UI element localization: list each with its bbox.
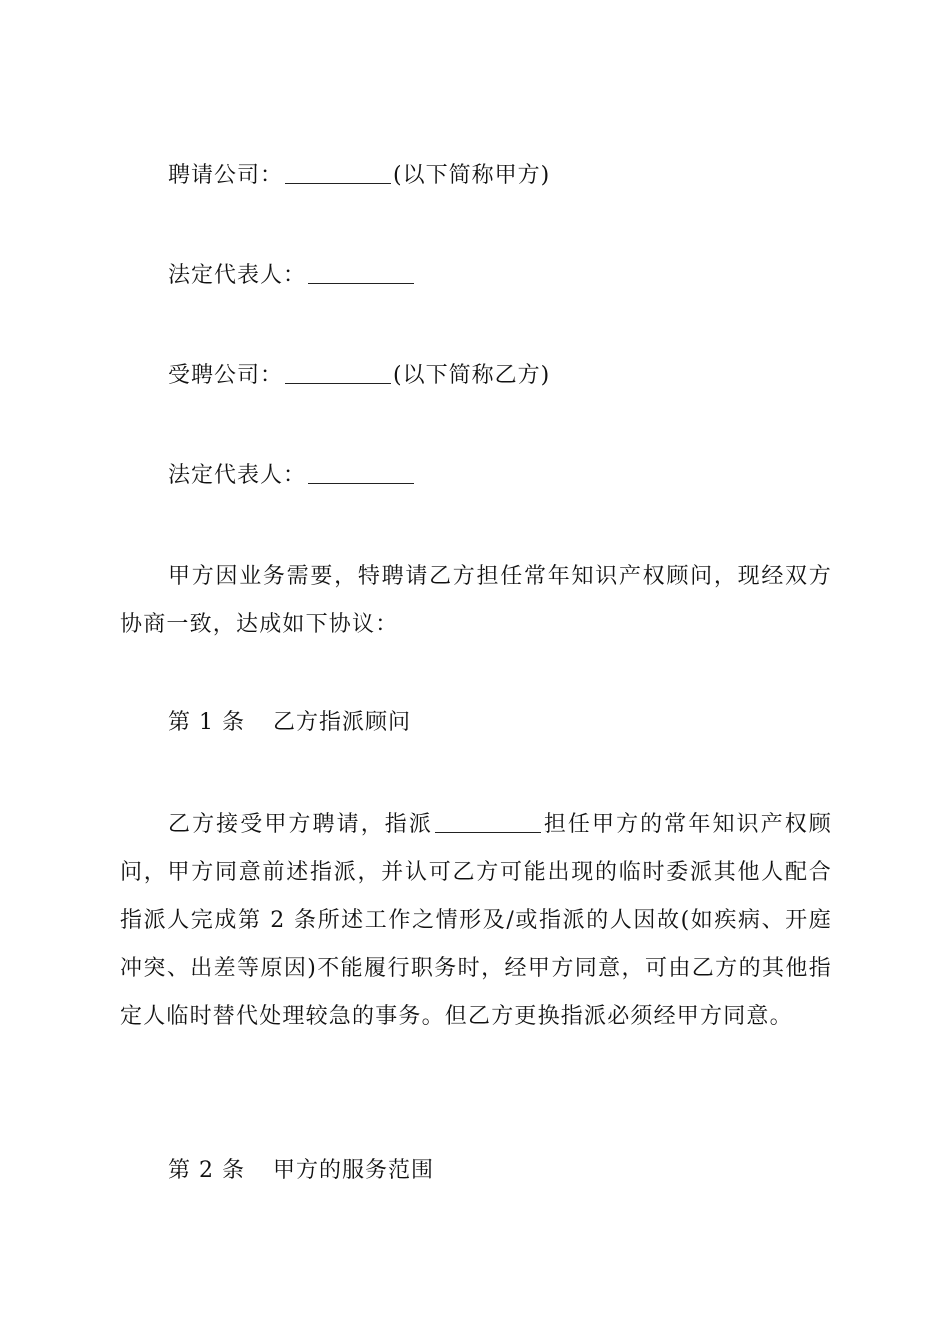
article-1-body xyxy=(120,801,832,1041)
article-1-body-rest: 担任甲方的常年知识产权顾问，甲方同意前述指派，并认可乙方可能出现的临时委派其他人配合指派人完成第 2 条所述工作之情形及/或指派的人因故(如疾病、开庭冲突、出差等原因)不能履行职务时，经甲方同意，可由乙方的其他指定人临时替代处理较急的事务。但乙方更换指派必须经甲方同意。 xyxy=(120,812,832,1029)
article-2-number: 第 2 条 xyxy=(168,1158,245,1183)
hiring-company-label: 聘请公司： xyxy=(168,163,284,188)
article-1-heading xyxy=(168,708,411,738)
article-1-number: 第 1 条 xyxy=(168,710,245,735)
hiring-company-line xyxy=(168,161,550,191)
article-2-title: 甲方的服务范围 xyxy=(272,1158,434,1183)
hired-company-suffix: (以下简称乙方) xyxy=(393,363,551,388)
article-1-title: 乙方指派顾问 xyxy=(272,710,411,735)
party-b-representative-line xyxy=(168,461,416,491)
party-a-representative-label: 法定代表人： xyxy=(168,263,307,288)
hiring-company-blank xyxy=(285,163,391,184)
preamble-paragraph: 甲方因业务需要，特聘请乙方担任常年知识产权顾问，现经双方协商一致，达成如下协议： xyxy=(120,564,832,637)
article-2-heading xyxy=(168,1156,434,1186)
article-1-body-start: 乙方接受甲方聘请，指派 xyxy=(168,812,433,837)
hired-company-line xyxy=(168,361,550,391)
party-b-representative-blank xyxy=(308,463,414,484)
party-b-representative-label: 法定代表人： xyxy=(168,463,307,488)
hiring-company-suffix: (以下简称甲方) xyxy=(393,163,551,188)
appointee-blank xyxy=(435,812,541,833)
party-a-representative-line xyxy=(168,261,416,291)
hired-company-label: 受聘公司： xyxy=(168,363,284,388)
party-a-representative-blank xyxy=(308,263,414,284)
hired-company-blank xyxy=(285,363,391,384)
